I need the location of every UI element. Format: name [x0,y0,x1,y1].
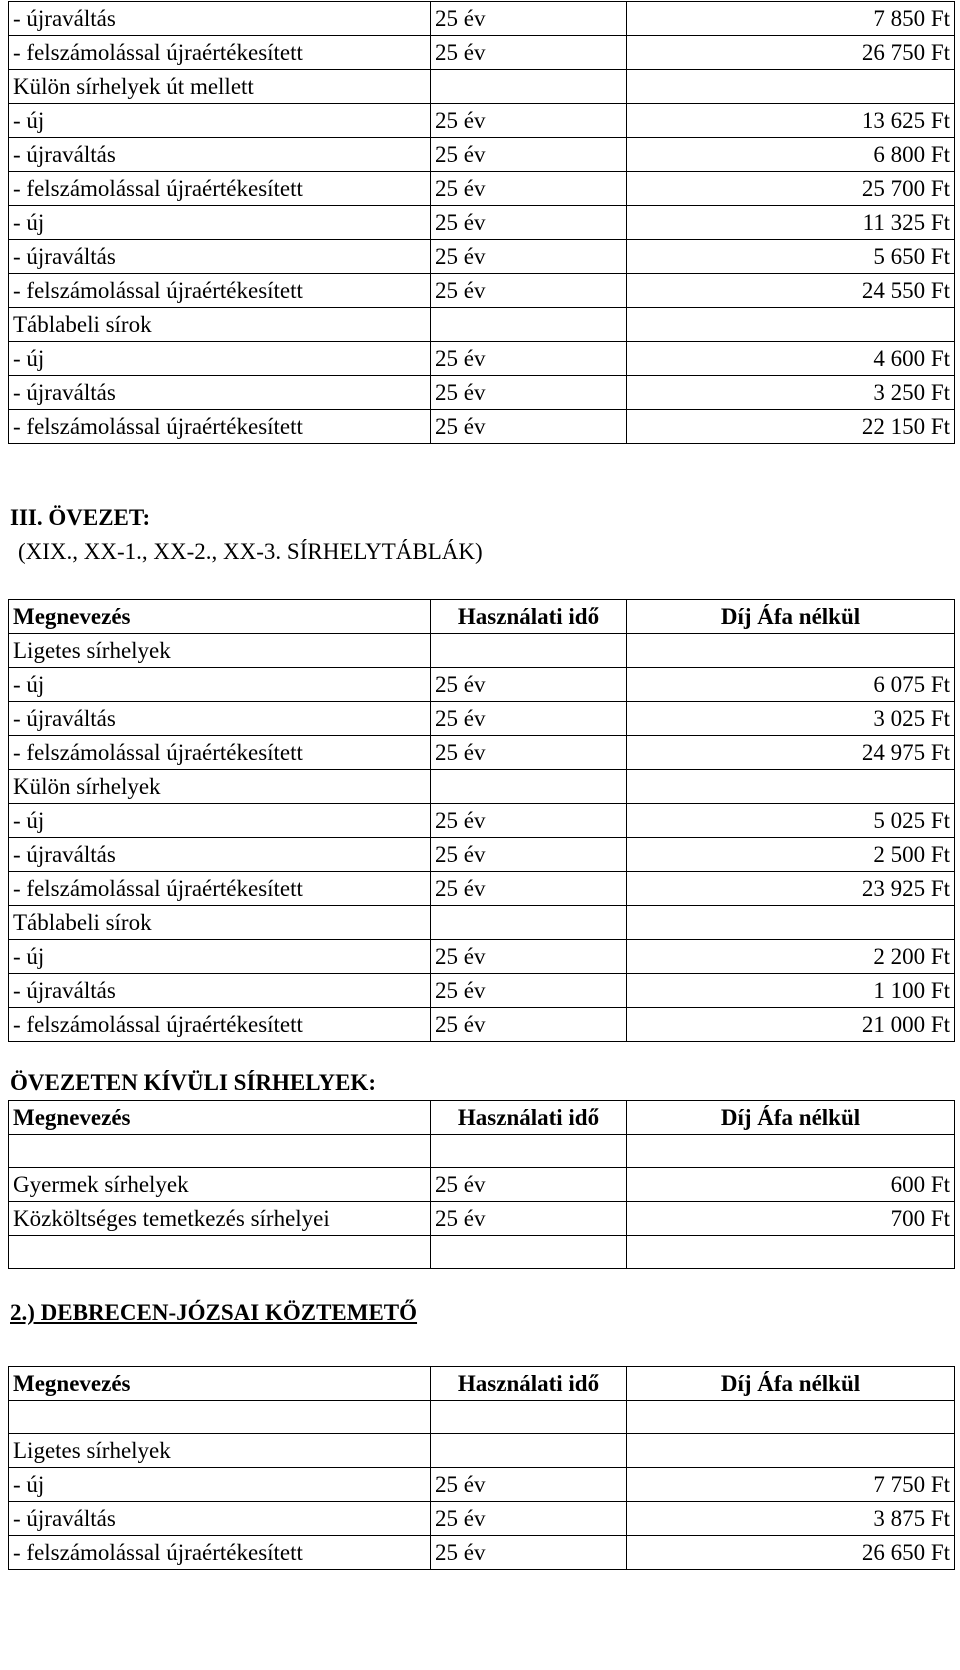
fee-table-zone2-continued [8,1,955,444]
cell-fee: 21 000 Ft [627,1008,955,1042]
cell-name [9,1135,431,1168]
cell-duration: 25 év [431,410,627,444]
cell-name: - új [9,940,431,974]
cell-duration: 25 év [431,1008,627,1042]
header-fee: Díj Áfa nélkül [627,1101,955,1135]
header-name: Megnevezés [9,1367,431,1401]
cell-name: - új [9,1468,431,1502]
cell-name: Külön sírhelyek út mellett [9,70,431,104]
header-fee: Díj Áfa nélkül [627,600,955,634]
table-row [9,1168,955,1202]
cell-duration [431,1434,627,1468]
table-row [9,1236,955,1269]
table-row [9,376,955,410]
cell-fee: 2 200 Ft [627,940,955,974]
cell-fee: 5 650 Ft [627,240,955,274]
cell-duration: 25 év [431,240,627,274]
cell-name: - felszámolással újraértékesített [9,274,431,308]
table-row [9,2,955,36]
cell-name: Gyermek sírhelyek [9,1168,431,1202]
cell-name: - újraváltás [9,138,431,172]
table-row [9,1202,955,1236]
cell-name: - újraváltás [9,838,431,872]
cell-duration [431,906,627,940]
cell-fee [627,770,955,804]
cell-fee [627,70,955,104]
cell-fee [627,308,955,342]
cell-duration: 25 év [431,1168,627,1202]
table-row [9,838,955,872]
cell-fee [627,634,955,668]
cell-name: - felszámolással újraértékesített [9,1536,431,1570]
fee-table-outside-zone [8,1100,955,1269]
cell-duration [431,70,627,104]
table-row [9,138,955,172]
cell-fee: 6 075 Ft [627,668,955,702]
cell-duration [431,1401,627,1434]
header-fee: Díj Áfa nélkül [627,1367,955,1401]
cell-name: - újraváltás [9,2,431,36]
cell-fee [627,1434,955,1468]
cell-fee: 1 100 Ft [627,974,955,1008]
cell-fee: 3 025 Ft [627,702,955,736]
table-row [9,70,955,104]
cell-fee: 24 975 Ft [627,736,955,770]
cell-duration [431,770,627,804]
cell-duration [431,634,627,668]
cell-duration: 25 év [431,2,627,36]
cell-duration: 25 év [431,1202,627,1236]
table-row [9,804,955,838]
table-row [9,36,955,70]
cell-duration [431,1135,627,1168]
cell-name: - új [9,342,431,376]
cell-name: - új [9,206,431,240]
cell-name [9,1236,431,1269]
cell-name: - felszámolással újraértékesített [9,736,431,770]
table-row [9,940,955,974]
header-duration: Használati idő [431,1367,627,1401]
table-row [9,274,955,308]
fee-table-jozsa [8,1366,955,1570]
cell-duration: 25 év [431,274,627,308]
cell-name: - felszámolással újraértékesített [9,36,431,70]
table-row [9,410,955,444]
cell-fee: 3 875 Ft [627,1502,955,1536]
cell-name: - felszámolással újraértékesített [9,410,431,444]
cell-fee: 3 250 Ft [627,376,955,410]
zone3-subtitle: (XIX., XX-1., XX-2., XX-3. SÍRHELYTÁBLÁK) [18,539,483,564]
cell-fee: 7 750 Ft [627,1468,955,1502]
table-row [9,342,955,376]
table-row [9,1135,955,1168]
cell-duration: 25 év [431,1502,627,1536]
cell-duration: 25 év [431,206,627,240]
cell-fee: 6 800 Ft [627,138,955,172]
cell-duration: 25 év [431,172,627,206]
cell-duration: 25 év [431,940,627,974]
table-row [9,104,955,138]
cell-duration: 25 év [431,104,627,138]
cell-name: Táblabeli sírok [9,906,431,940]
cell-name: Ligetes sírhelyek [9,1434,431,1468]
cell-name: - újraváltás [9,240,431,274]
table-row [9,770,955,804]
table-row [9,634,955,668]
header-name: Megnevezés [9,1101,431,1135]
table-header-row [9,600,955,634]
table-row [9,668,955,702]
cell-fee: 23 925 Ft [627,872,955,906]
table-header-row [9,1101,955,1135]
cell-name: - újraváltás [9,702,431,736]
cell-name: - újraváltás [9,974,431,1008]
cell-name: - új [9,668,431,702]
cell-name: - felszámolással újraértékesített [9,872,431,906]
cell-fee: 26 750 Ft [627,36,955,70]
cell-fee [627,906,955,940]
cell-fee: 600 Ft [627,1168,955,1202]
cell-duration: 25 év [431,872,627,906]
cell-fee [627,1236,955,1269]
cell-fee: 24 550 Ft [627,274,955,308]
cell-fee: 13 625 Ft [627,104,955,138]
cell-fee: 7 850 Ft [627,2,955,36]
table-row [9,736,955,770]
cell-fee: 5 025 Ft [627,804,955,838]
cell-duration: 25 év [431,838,627,872]
cell-name: Közköltséges temetkezés sírhelyei [9,1202,431,1236]
cell-name: Külön sírhelyek [9,770,431,804]
cell-duration [431,1236,627,1269]
cell-fee: 25 700 Ft [627,172,955,206]
cell-fee: 26 650 Ft [627,1536,955,1570]
table-row [9,906,955,940]
cell-name: - újraváltás [9,376,431,410]
cell-duration: 25 év [431,804,627,838]
table-row [9,172,955,206]
cell-fee [627,1135,955,1168]
cell-name: - újraváltás [9,1502,431,1536]
cell-duration: 25 év [431,342,627,376]
cell-duration: 25 év [431,702,627,736]
fee-table-zone3 [8,599,955,1042]
zone3-title: III. ÖVEZET: [10,505,151,530]
cell-name: Ligetes sírhelyek [9,634,431,668]
cell-fee: 22 150 Ft [627,410,955,444]
cell-duration: 25 év [431,36,627,70]
table-header-row [9,1367,955,1401]
cell-duration: 25 év [431,1468,627,1502]
cell-fee: 2 500 Ft [627,838,955,872]
table-row [9,872,955,906]
table-row [9,308,955,342]
cell-duration: 25 év [431,974,627,1008]
cell-duration [431,308,627,342]
cell-name: - új [9,104,431,138]
table-row [9,1536,955,1570]
header-duration: Használati idő [431,600,627,634]
cell-name: Táblabeli sírok [9,308,431,342]
section2-title: 2.) DEBRECEN-JÓZSAI KÖZTEMETŐ [10,1300,418,1325]
table-row [9,1008,955,1042]
cell-duration: 25 év [431,376,627,410]
table-row [9,974,955,1008]
cell-duration: 25 év [431,1536,627,1570]
table-row [9,1434,955,1468]
table-row [9,1502,955,1536]
cell-duration: 25 év [431,736,627,770]
cell-duration: 25 év [431,138,627,172]
table-row [9,702,955,736]
cell-fee [627,1401,955,1434]
header-name: Megnevezés [9,600,431,634]
header-duration: Használati idő [431,1101,627,1135]
table-row [9,1401,955,1434]
cell-duration: 25 év [431,668,627,702]
table-row [9,240,955,274]
cell-name: - felszámolással újraértékesített [9,172,431,206]
cell-name [9,1401,431,1434]
cell-fee: 11 325 Ft [627,206,955,240]
table-row [9,1468,955,1502]
outside-zone-title: ÖVEZETEN KÍVÜLI SÍRHELYEK: [10,1070,376,1095]
cell-name: - felszámolással újraértékesített [9,1008,431,1042]
table-row [9,206,955,240]
cell-name: - új [9,804,431,838]
cell-fee: 700 Ft [627,1202,955,1236]
cell-fee: 4 600 Ft [627,342,955,376]
